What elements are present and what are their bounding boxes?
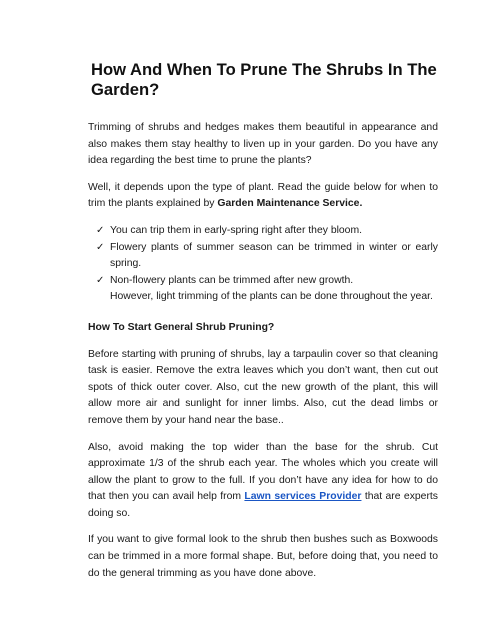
intro-paragraph: Trimming of shrubs and hedges makes them beautiful in appearance and also makes them stay healthy to liven up in your garden. Do you have any idea regarding the best time to prune the plants? [88,122,438,167]
checkmark-icon: ✓ [96,241,105,253]
type-paragraph [88,180,438,213]
checkmark-icon: ✓ [96,224,105,236]
section-heading: How To Start General Shrub Pruning? [88,321,275,333]
checkmark-icon: ✓ [96,274,105,286]
lawn-services-link[interactable]: Lawn services Provider [244,491,362,503]
pruning-time-list [88,223,438,306]
pruning-paragraph: Before starting with pruning of shrubs, lay a tarpaulin cover so that cleaning task is easier. Remove the extra leaves which you don’t want, then cut out spots of thick outer cover. Also, cut the new growth of the plant, this will allow more air and sunlight for inner limbs. Also, cut the dead limbs or remove them by your hand near the base.. [88,348,438,426]
shape-paragraph-before: Also, avoid making the top wider than the base for the shrub. Cut approximate 1/3 of the shrub each year. The wholes which you create will allow the plant to grow to the full. If you don’t have any idea for how to do that then you can avail help from [88,441,438,503]
list-item [88,240,438,273]
list-item-text: You can trip them in early-spring right after they bloom. [110,224,363,236]
list-item-text: Non-flowery plants can be trimmed after new growth. [110,274,354,286]
list-item [88,223,438,240]
page-title: How And When To Prune The Shrubs In The Garden? [91,60,437,99]
formal-paragraph: If you want to give formal look to the shrub then bushes such as Boxwoods can be trimmed in a more formal shape. But, before doing that, you need to do the general trimming as you have done above. [88,534,438,579]
shape-paragraph-after: that are experts doing so. [88,491,438,519]
type-paragraph-text: Well, it depends upon the type of plant. Read the guide below for when to trim the plants explained by [88,181,438,210]
list-item-note: However, light trimming of the plants can be done throughout the year. [110,291,433,303]
list-item [88,273,438,306]
list-item-text: Flowery plants of summer season can be trimmed in winter or early spring. [110,241,438,270]
garden-maintenance-bold: Garden Maintenance Service. [217,198,363,210]
shape-paragraph [88,440,438,523]
